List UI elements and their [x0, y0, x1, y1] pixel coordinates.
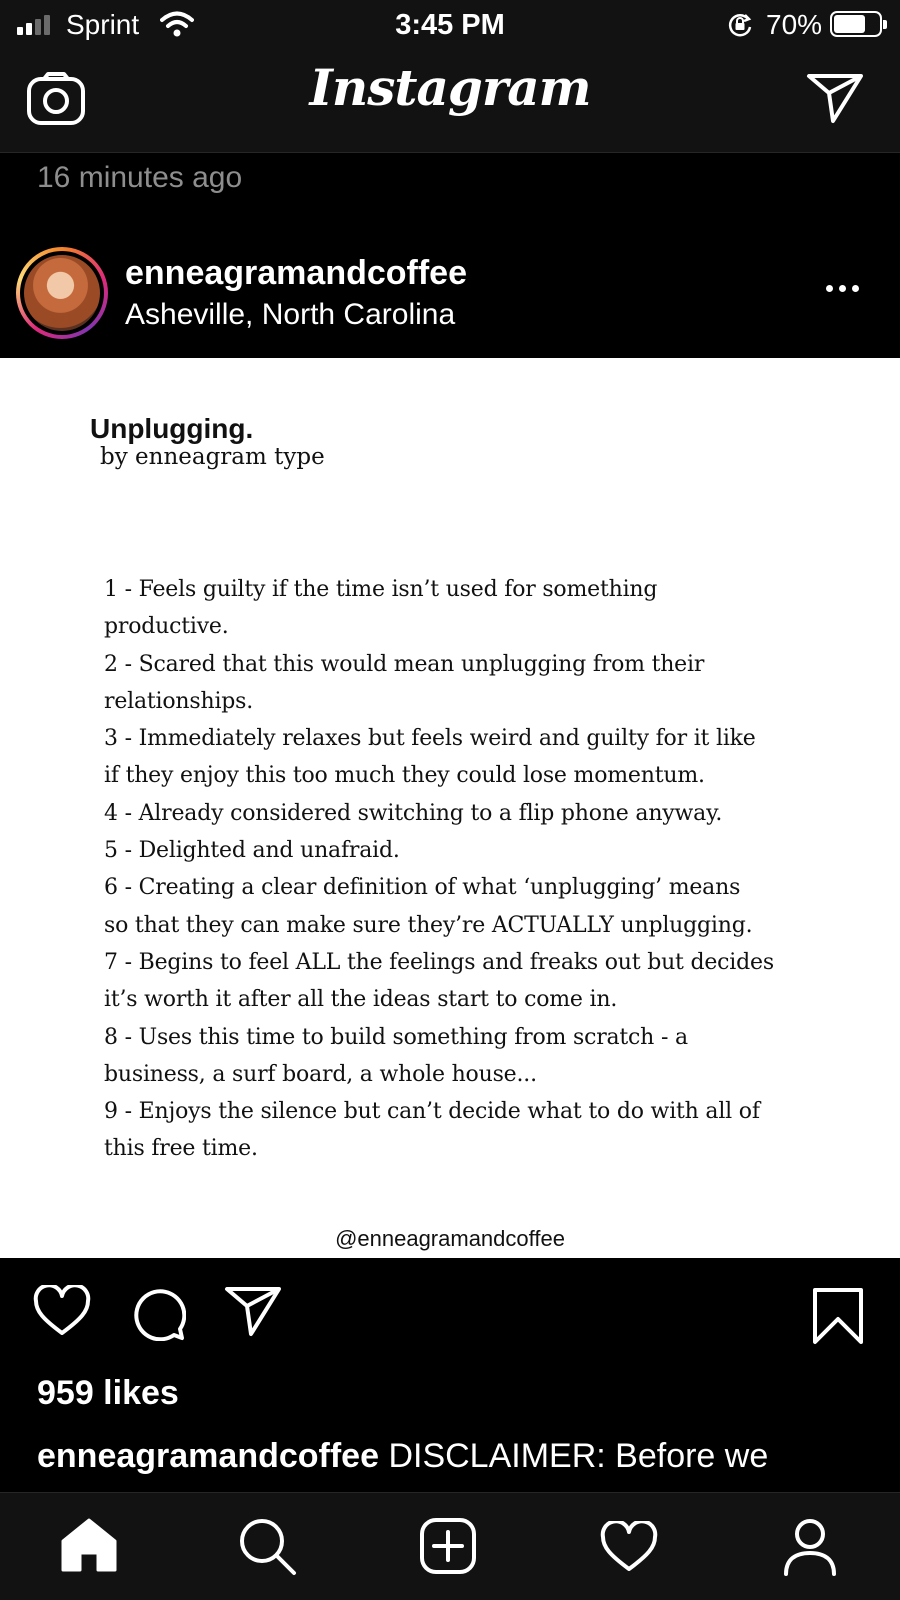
image-text-line: it’s worth it after all the ideas start to come in.	[104, 987, 618, 1013]
post-username[interactable]: enneagramandcoffee	[125, 254, 467, 292]
post-caption[interactable]	[37, 1433, 877, 1493]
image-text-line: this free time.	[104, 1136, 258, 1162]
profile-icon[interactable]	[782, 1517, 838, 1582]
save-bookmark-icon[interactable]	[812, 1287, 864, 1350]
like-icon[interactable]	[33, 1285, 91, 1342]
caption-username[interactable]: enneagramandcoffee	[37, 1437, 379, 1475]
signal-icon	[17, 13, 50, 35]
post-location[interactable]: Asheville, North Carolina	[125, 298, 456, 331]
image-subtitle: by enneagram type	[100, 444, 325, 470]
image-text-line: 9 - Enjoys the silence but can’t decide what to do with all of	[104, 1099, 760, 1125]
new-post-icon[interactable]	[419, 1517, 477, 1580]
post-image[interactable]	[0, 358, 900, 1258]
image-text-line: 4 - Already considered switching to a flip phone anyway.	[104, 800, 723, 826]
post-header	[0, 240, 900, 358]
comment-icon[interactable]	[130, 1285, 186, 1346]
home-icon[interactable]	[60, 1517, 118, 1578]
image-text-line: so that they can make sure they’re ACTUALLY unplugging.	[104, 912, 753, 938]
image-text-line: 5 - Delighted and unafraid.	[104, 838, 400, 864]
post-time-ago: 16 minutes ago	[37, 161, 243, 194]
activity-icon[interactable]	[600, 1521, 658, 1578]
image-title: Unplugging.	[90, 413, 254, 444]
image-text-line: productive.	[104, 614, 229, 640]
share-icon[interactable]	[224, 1285, 282, 1342]
camera-icon[interactable]	[26, 71, 86, 132]
likes-count[interactable]: 959 likes	[37, 1374, 179, 1412]
status-time: 3:45 PM	[395, 9, 505, 41]
search-icon[interactable]	[238, 1517, 298, 1582]
instagram-logo[interactable]: Instagram	[309, 58, 591, 117]
post-actions	[0, 1258, 900, 1368]
image-text-line: business, a surf board, a whole house...	[104, 1061, 537, 1087]
rotation-lock-icon	[726, 11, 754, 44]
image-text-line: 3 - Immediately relaxes but feels weird and guilty for it like	[104, 726, 756, 752]
caption-text: DISCLAIMER: Before we	[388, 1437, 769, 1475]
status-bar	[0, 0, 900, 50]
more-options-icon[interactable]	[826, 285, 859, 292]
image-text-line: 1 - Feels guilty if the time isn’t used for something	[104, 577, 658, 602]
direct-message-icon[interactable]	[806, 72, 864, 129]
image-text-line: 6 - Creating a clear definition of what ‘unplugging’ means	[104, 875, 741, 901]
image-text-list	[104, 571, 874, 1168]
avatar[interactable]	[16, 247, 108, 339]
wifi-icon	[160, 10, 194, 43]
image-text-line: 7 - Begins to feel ALL the feelings and freaks out but decides	[104, 949, 774, 975]
battery-icon	[830, 11, 882, 37]
image-text-line: 2 - Scared that this would mean unplugging from their	[104, 651, 705, 677]
bottom-nav	[0, 1492, 900, 1600]
app-header	[0, 50, 900, 153]
battery-percent: 70%	[766, 9, 823, 40]
image-text-line: if they enjoy this too much they could lose momentum.	[104, 763, 705, 789]
image-handle: @enneagramandcoffee	[335, 1226, 565, 1251]
image-text-line: 8 - Uses this time to build something from scratch - a	[104, 1024, 688, 1050]
carrier-name: Sprint	[66, 9, 140, 40]
image-text-line: relationships.	[104, 688, 254, 714]
avatar-photo	[24, 255, 100, 331]
